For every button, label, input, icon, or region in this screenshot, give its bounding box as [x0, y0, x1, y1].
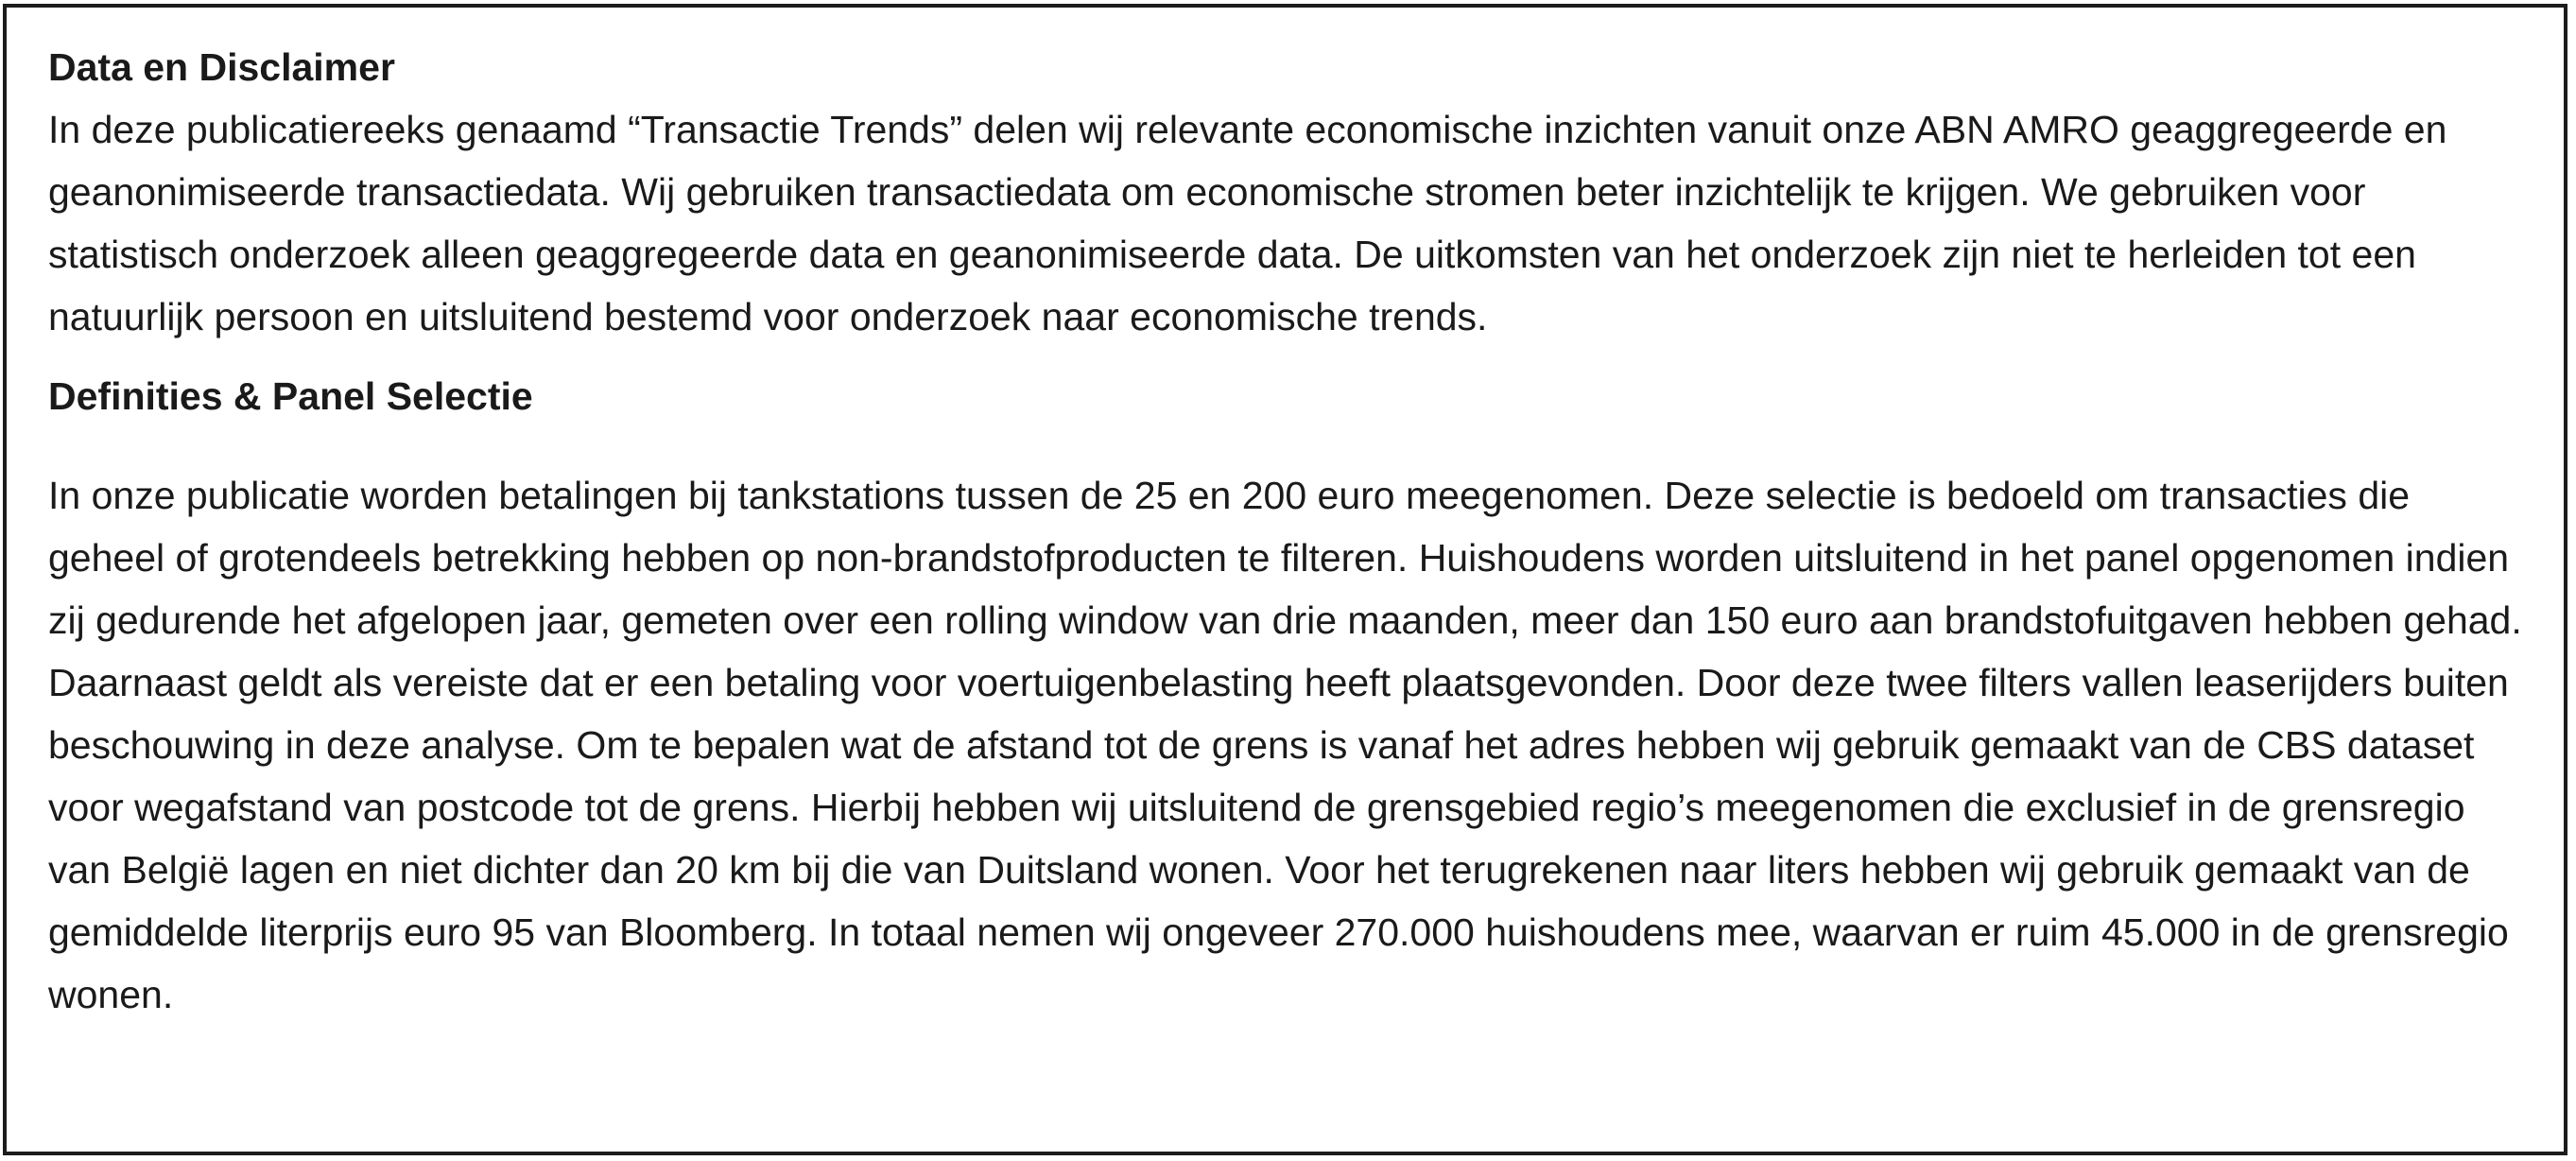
section-body-definities: In onze publicatie worden betalingen bij tankstations tussen de 25 en 200 euro meegenomen. Deze selectie is bedoeld om transacties die geheel of grotendeels betrekking hebben op non-brandstofproducten te filteren. Huishoudens worden uitsluitend in het panel opgenomen indien zij gedurende het afgelopen jaar, gemeten over een rolling window van drie maanden, meer dan 150 euro aan brandstofuitgaven hebben gehad. Daarnaast geldt als vereiste dat er een betaling voor voertuigenbelasting heeft plaatsgevonden. Door deze twee filters vallen leaserijders buiten beschouwing in deze analyse. Om te bepalen wat de afstand tot de grens is vanaf het adres hebben wij gebruik gemaakt van de CBS dataset voor wegafstand van postcode tot de grens. Hierbij hebben wij uitsluitend de grensgebied regio’s meegenomen die exclusief in de grensregio van België lagen en niet dichter dan 20 km bij die van Duitsland wonen. Voor het terugrekenen naar liters hebben wij gebruik gemaakt van de gemiddelde literprijs euro 95 van Bloomberg. In totaal nemen wij ongeveer 270.000 huishoudens mee, waarvan er ruim 45.000 in de grensregio wonen. — [48, 474, 2522, 1016]
disclaimer-content — [48, 36, 2534, 1026]
section-body-data-disclaimer: In deze publicatiereeks genaamd “Transactie Trends” delen wij relevante economische inzichten vanuit onze ABN AMRO geaggregeerde en geanonimiseerde transactiedata. Wij gebruiken transactiedata om economische stromen beter inzichtelijk te krijgen. We gebruiken voor statistisch onderzoek alleen geaggregeerde data en geanonimiseerde data. De uitkomsten van het onderzoek zijn niet te herleiden tot een natuurlijk persoon en uitsluitend bestemd voor onderzoek naar economische trends. — [48, 108, 2447, 338]
section-heading-data-disclaimer: Data en Disclaimer — [48, 45, 395, 89]
section-heading-definities: Definities & Panel Selectie — [48, 374, 533, 418]
disclaimer-box — [3, 4, 2567, 1155]
